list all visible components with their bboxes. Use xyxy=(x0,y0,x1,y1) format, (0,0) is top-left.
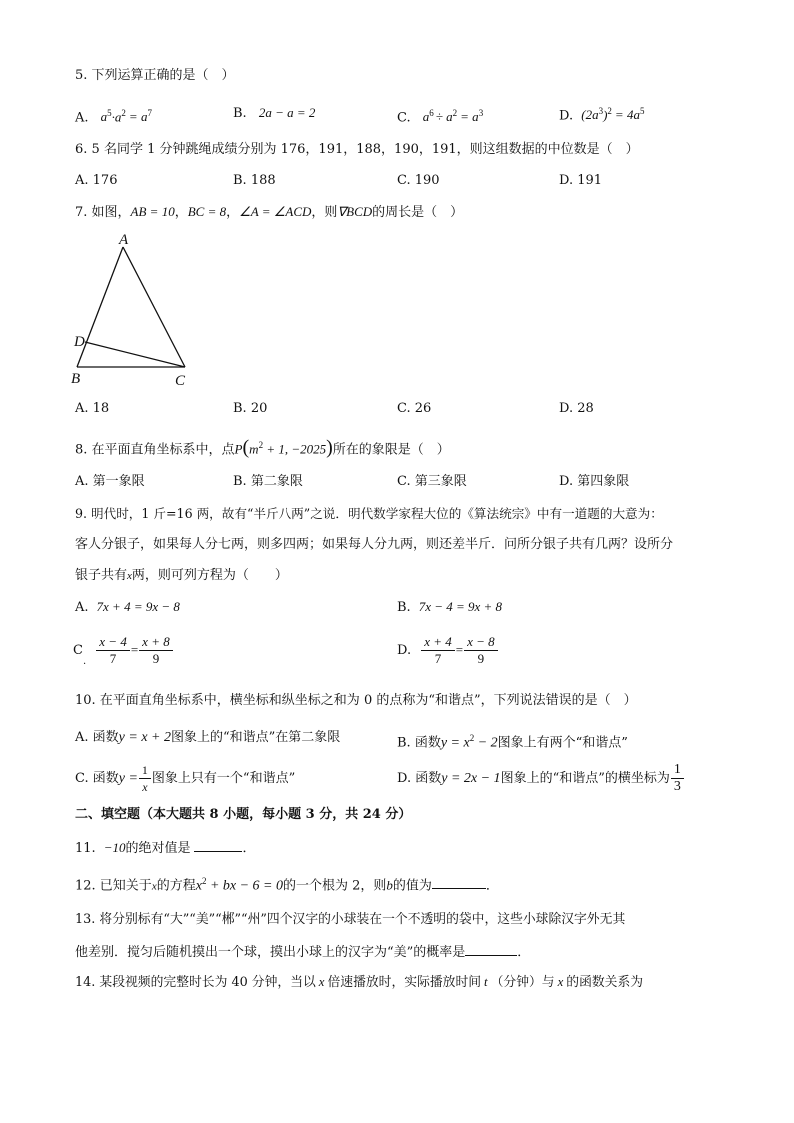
q9-line-2: 客人分银子，如果每人分七两，则多四两；如果每人分九两，则还差半斤．问所分银子共有几两？设所分 xyxy=(75,537,674,552)
label-a: A xyxy=(119,232,129,248)
label-b: B xyxy=(71,371,81,387)
q5-option-b[interactable]: B. 2a − a = 2 xyxy=(233,105,316,121)
q11-answer-blank[interactable] xyxy=(194,838,242,852)
q8-option-d[interactable]: D. 第四象限 xyxy=(559,474,630,489)
q7-option-a[interactable]: A. 18 xyxy=(75,401,110,416)
q10-option-a[interactable]: A. 函数y = x + 2图象上的“和谐点”在第二象限 xyxy=(75,730,341,745)
q7-stem: 7. 如图，AB = 10，BC = 8，∠A = ∠ACD，则∇BCD的周长是（ ） xyxy=(75,204,464,220)
q10-option-b[interactable]: B. 函数$y = x^2 - 2$图象上有两个“和谐点” xyxy=(397,733,628,751)
q9-option-a[interactable]: A. 7x + 4 = 9x − 8 xyxy=(75,599,180,615)
q7-triangle-figure xyxy=(65,225,205,390)
q9-option-b[interactable]: B. 7x − 4 = 9x + 8 xyxy=(397,599,503,615)
q13-line-1: 13. 将分别标有“大”“美”“郴”“州”四个汉字的小球装在一个不透明的袋中，这些小球除汉字外无其 xyxy=(75,912,626,927)
q5-stem: 5. 下列运算正确的是（ ） xyxy=(75,68,235,83)
q12-answer-blank[interactable] xyxy=(432,875,486,889)
q10-option-d[interactable]: D. 函数y = 2x − 1图象上的“和谐点”的横坐标为 $\frac{1}{3}$ xyxy=(397,762,685,795)
q9-option-c[interactable]: $C_.$ $\frac{x - 4}{7}$ = $\frac{x + 8}{9}$ xyxy=(73,634,174,667)
q6-option-c[interactable]: C. 190 xyxy=(397,173,440,188)
label-c: C xyxy=(175,373,186,389)
q6-option-b[interactable]: B. 188 xyxy=(233,173,276,188)
q10-stem: 10. 在平面直角坐标系中，横坐标和纵坐标之和为 0 的点称为“和谐点”，下列说法错误的是（ ） xyxy=(75,693,637,708)
q6-option-a[interactable]: A. 176 xyxy=(75,173,118,188)
q13-line-2: 他差别．搅匀后随机摸出一个球，摸出小球上的汉字为“美”的概率是 ． xyxy=(75,942,530,962)
q5-option-c[interactable]: C. $a^6 \div a^2 = a^3$ xyxy=(397,108,484,126)
q8-option-c[interactable]: C. 第三象限 xyxy=(397,474,467,489)
q7-option-b[interactable]: B. 20 xyxy=(233,401,268,416)
q13-answer-blank[interactable] xyxy=(465,942,517,956)
q11-stem: 11. −10的绝对值是 ． xyxy=(75,840,256,856)
q6-stem: 6. 5 名同学 1 分钟跳绳成绩分别为 176，191，188，190，191，则这组数据的中位数是（ ） xyxy=(75,142,639,157)
q10-option-c[interactable]: C. 函数y = $\frac{1}{x}$ 图象上只有一个“和谐点” xyxy=(75,763,296,794)
q6-option-d[interactable]: D. 191 xyxy=(559,173,603,188)
q9-line-1: 9. 明代时，1 斤=16 两，故有“半斤八两”之说．明代数学家程大位的《算法统宗》中有一道题的大意为： xyxy=(75,506,663,521)
q5-option-a[interactable]: A. $a^5\cdot a^2 = a^7$ xyxy=(75,108,152,126)
q5-option-d[interactable]: D. $(2a^3)^2 = 4a^5$ xyxy=(559,106,645,124)
q9-line-3: 银子共有x两，则可列方程为（ ） xyxy=(75,568,288,583)
segment-dc xyxy=(85,342,185,367)
label-d: D xyxy=(74,334,85,350)
q8-stem: 8. 在平面直角坐标系中，点$P(m^2 + 1$, −2025)所在的象限是（ ） xyxy=(75,436,450,459)
q7-option-c[interactable]: C. 26 xyxy=(397,401,432,416)
section-2-title: 二、填空题（本大题共 8 小题，每小题 3 分，共 24 分） xyxy=(75,807,412,822)
q14-stem: 14. 某段视频的完整时长为 40 分钟，当以 x 倍速播放时，实际播放时间 t （分钟）与 x 的函数关系为 xyxy=(75,975,644,990)
q7-option-d[interactable]: D. 28 xyxy=(559,401,594,416)
q12-stem: 12. 已知关于x的方程$x^2$ + bx − 6 = 0的一个根为 2，则b的值为 ． xyxy=(75,876,499,894)
segment-ac xyxy=(123,247,185,367)
q9-option-d[interactable]: D. $\frac{x + 4}{7}$ = $\frac{x - 8}{9}$ xyxy=(397,634,499,667)
q8-option-b[interactable]: B. 第二象限 xyxy=(233,474,303,489)
q8-option-a[interactable]: A. 第一象限 xyxy=(75,474,145,489)
